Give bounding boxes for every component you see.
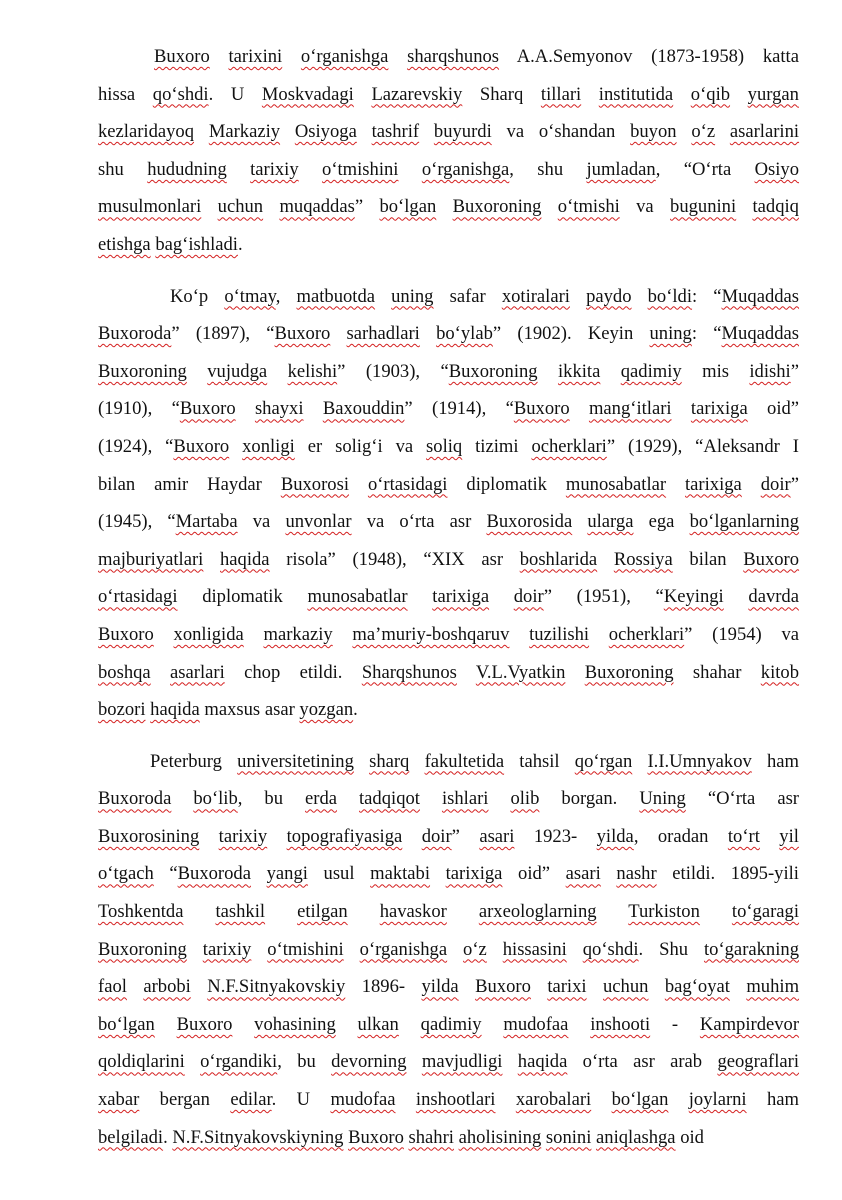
spellcheck-flagged-word[interactable]: sharqshunos	[407, 46, 500, 67]
spellcheck-flagged-word[interactable]: bugunini	[670, 196, 737, 218]
spellcheck-flagged-word[interactable]: topografiyasiga	[286, 825, 403, 847]
text-line: (1910), “Buxoro shayxi Baxouddin” (1914), “Buxoro mang‘itlari tarixiga oid”	[98, 398, 800, 420]
spellcheck-flagged-word[interactable]: Buxorosida	[486, 511, 573, 533]
spellcheck-flagged-word[interactable]: haqida	[517, 1051, 568, 1073]
spellcheck-flagged-word[interactable]: I.I.Umnyakov	[647, 750, 752, 772]
spellcheck-flagged-word[interactable]: Keyingi	[663, 586, 724, 608]
spellcheck-flagged-word[interactable]: doir	[513, 586, 544, 608]
spellcheck-flagged-word[interactable]: qo‘shdi	[582, 938, 639, 960]
spellcheck-flagged-word[interactable]: Uning	[639, 788, 686, 810]
text-line: o‘tgach “Buxoroda yangi usul maktabi tarixiga oid” asari nashr etildi. 1895-yili	[98, 863, 799, 885]
spellcheck-flagged-word[interactable]: edilar	[230, 1089, 272, 1111]
spellcheck-flagged-word[interactable]: ulkan	[357, 1013, 399, 1035]
spellcheck-flagged-word[interactable]: yilda	[596, 825, 634, 847]
spellcheck-flagged-word[interactable]: Buxoroda	[98, 323, 172, 345]
spellcheck-flagged-word[interactable]: doir	[421, 825, 452, 847]
text-line: Buxoroning tarixiy o‘tmishini o‘rganishga o‘z hissasini qo‘shdi. Shu to‘garakning	[98, 938, 799, 960]
spellcheck-flagged-word[interactable]: bo‘lib	[193, 788, 238, 810]
spellcheck-flagged-word[interactable]: majburiyatlari	[98, 548, 204, 570]
spellcheck-flagged-word[interactable]: tarixiy	[218, 825, 268, 847]
spellcheck-flagged-word[interactable]: o‘tgach	[98, 863, 154, 885]
document-page	[98, 38, 799, 1156]
spellcheck-flagged-word[interactable]: o‘rgandiki	[200, 1051, 278, 1073]
spellcheck-flagged-word[interactable]: erda	[305, 788, 338, 810]
spellcheck-flagged-word[interactable]: mudofaa	[330, 1089, 396, 1111]
spellcheck-flagged-word[interactable]: yangi	[266, 863, 308, 885]
spellcheck-flagged-word[interactable]: asari	[565, 863, 601, 885]
text-line: Ko‘p o‘tmay, matbuotda uning safar xotiralari paydo bo‘ldi: “Muqaddas	[170, 285, 800, 307]
spellcheck-flagged-word[interactable]: o‘qib	[690, 83, 731, 105]
text-line: Buxoro tarixini o‘rganishga sharqshunos A.A.Semyonov (1873-1958) katta	[154, 46, 799, 67]
spellcheck-flagged-word[interactable]: aholisining	[458, 1126, 542, 1148]
spellcheck-flagged-word[interactable]: bo‘lgan	[98, 1013, 155, 1035]
spellcheck-flagged-word[interactable]: o‘rganishga	[359, 938, 448, 960]
text-line: bozori haqida maxsus asar yozgan.	[98, 699, 358, 721]
spellcheck-flagged-word[interactable]: o‘rganishga	[300, 46, 389, 67]
spellcheck-flagged-word[interactable]: shayxi	[254, 398, 304, 420]
spellcheck-flagged-word[interactable]: vujudga	[207, 360, 268, 382]
spellcheck-flagged-word[interactable]: bo‘lganlarning	[689, 511, 800, 533]
spellcheck-flagged-word[interactable]: soliq	[426, 435, 463, 457]
spellcheck-flagged-word[interactable]: o‘tmishini	[267, 938, 344, 960]
text-line: Buxoroning vujudga kelishi” (1903), “Buxoroning ikkita qadimiy mis idishi”	[98, 360, 799, 382]
spellcheck-flagged-word[interactable]: ikkita	[557, 360, 601, 382]
spellcheck-flagged-word[interactable]: ocherklari	[531, 435, 607, 457]
spellcheck-flagged-word[interactable]: Lazarevskiy	[371, 83, 463, 105]
paragraph	[98, 278, 799, 729]
spellcheck-flagged-word[interactable]: uchun	[217, 196, 264, 218]
spellcheck-flagged-word[interactable]: ma’muriy-boshqaruv	[352, 623, 510, 645]
spellcheck-flagged-word[interactable]: uning	[391, 285, 434, 307]
spellcheck-flagged-word[interactable]: Buxoroda	[177, 863, 251, 885]
spellcheck-flagged-word[interactable]: xotiralari	[501, 285, 570, 307]
spellcheck-flagged-word[interactable]: munosabatlar	[307, 586, 408, 608]
spellcheck-flagged-word[interactable]: geograflari	[717, 1051, 799, 1073]
spellcheck-flagged-word[interactable]: Sharqshunos	[361, 661, 457, 683]
spellcheck-flagged-word[interactable]: Moskvadagi	[261, 83, 354, 105]
spellcheck-flagged-word[interactable]: jumladan	[586, 158, 656, 180]
spellcheck-flagged-word[interactable]: tarixiga	[432, 586, 490, 608]
spellcheck-flagged-word[interactable]: bo‘ylab	[436, 323, 493, 345]
spellcheck-flagged-word[interactable]: Buxoro	[154, 46, 210, 67]
spellcheck-flagged-word[interactable]: Kampirdevor	[699, 1013, 800, 1035]
spellcheck-flagged-word[interactable]: haqida	[220, 548, 270, 570]
spellcheck-flagged-word[interactable]: tarixi	[547, 976, 587, 998]
spellcheck-flagged-word[interactable]: nashr	[616, 863, 657, 885]
spellcheck-flagged-word[interactable]: tashkil	[215, 901, 266, 923]
text-line: musulmonlari uchun muqaddas” bo‘lgan Buxoroning o‘tmishi va bugunini tadqiq	[98, 196, 799, 218]
spellcheck-flagged-word[interactable]: asarlari	[170, 661, 225, 683]
spellcheck-flagged-word[interactable]: Muqaddas	[721, 323, 799, 345]
spellcheck-flagged-word[interactable]: to‘rt	[727, 825, 760, 847]
spellcheck-flagged-word[interactable]: belgiladi	[98, 1126, 164, 1148]
spellcheck-flagged-word[interactable]: etilgan	[297, 901, 348, 923]
spellcheck-flagged-word[interactable]: haqida	[150, 699, 200, 721]
spellcheck-flagged-word[interactable]: uning	[649, 323, 692, 345]
spellcheck-flagged-word[interactable]: buyurdi	[433, 121, 492, 143]
text-line: qoldiqlarini o‘rgandiki, bu devorning mavjudligi haqida o‘rta asr arab geograflari	[98, 1051, 799, 1073]
spellcheck-flagged-word[interactable]: yil	[779, 825, 799, 847]
spellcheck-flagged-word[interactable]: muqaddas	[279, 196, 355, 218]
spellcheck-flagged-word[interactable]: maktabi	[370, 863, 431, 885]
spellcheck-flagged-word[interactable]: unvonlar	[285, 511, 352, 533]
spellcheck-flagged-word[interactable]: Buxoro	[274, 323, 331, 345]
spellcheck-flagged-word[interactable]: uchun	[602, 976, 649, 998]
spellcheck-flagged-word[interactable]: Buxorosi	[280, 473, 349, 495]
spellcheck-flagged-word[interactable]: xonligida	[173, 623, 244, 645]
spellcheck-flagged-word[interactable]: muhim	[746, 976, 800, 998]
spellcheck-flagged-word[interactable]: o‘rganishga	[421, 158, 510, 180]
spellcheck-flagged-word[interactable]: olib	[510, 788, 540, 810]
spellcheck-flagged-word[interactable]: Muqaddas	[721, 285, 800, 307]
spellcheck-flagged-word[interactable]: tarixini	[228, 46, 283, 67]
text-line: bo‘lgan Buxoro vohasining ulkan qadimiy mudofaa inshooti - Kampirdevor	[98, 1013, 800, 1035]
spellcheck-flagged-word[interactable]: vohasining	[254, 1013, 336, 1035]
text-line: Buxoro xonligida markaziy ma’muriy-boshqaruv tuzilishi ocherklari” (1954) va	[98, 623, 800, 645]
spellcheck-flagged-word[interactable]: davrda	[748, 586, 799, 608]
spellcheck-flagged-word[interactable]: kelishi	[287, 360, 338, 382]
spellcheck-flagged-word[interactable]: tarixiy	[202, 938, 252, 960]
text-line: boshqa asarlari chop etildi. Sharqshunos V.L.Vyatkin Buxoroning shahar kitob	[98, 661, 800, 683]
spellcheck-flagged-word[interactable]: Buxoro	[475, 976, 531, 998]
spellcheck-flagged-word[interactable]: kitob	[760, 661, 800, 683]
spellcheck-flagged-word[interactable]: ocherklari	[608, 623, 685, 645]
text-line: Peterburg universitetining sharq fakultetida tahsil qo‘rgan I.I.Umnyakov ham	[150, 750, 800, 772]
spellcheck-flagged-word[interactable]: xonligi	[242, 435, 295, 457]
spellcheck-flagged-word[interactable]: Buxoro	[513, 398, 570, 420]
spellcheck-flagged-word[interactable]: Buxoro	[743, 548, 800, 570]
spellcheck-flagged-word[interactable]: tuzilishi	[529, 623, 590, 645]
text-line: (1945), “Martaba va unvonlar va o‘rta asr Buxorosida ularga ega bo‘lganlarning	[98, 511, 800, 533]
text-line: shu hududning tarixiy o‘tmishini o‘rganishga, shu jumladan, “O‘rta Osiyo	[98, 158, 799, 180]
spellcheck-flagged-word[interactable]: tashrif	[371, 121, 420, 143]
spellcheck-flagged-word[interactable]: to‘garagi	[731, 901, 800, 923]
spellcheck-flagged-word[interactable]: paydo	[586, 285, 632, 307]
spellcheck-flagged-word[interactable]: hissasini	[502, 938, 567, 960]
spellcheck-flagged-word[interactable]: sarhadlari	[346, 323, 420, 345]
spellcheck-flagged-word[interactable]: shahri	[408, 1126, 454, 1148]
paragraph	[98, 743, 799, 1157]
spellcheck-flagged-word[interactable]: o‘rtasidagi	[98, 586, 178, 608]
spellcheck-flagged-word[interactable]: markaziy	[263, 623, 333, 645]
spellcheck-flagged-word[interactable]: qadimiy	[420, 1013, 482, 1035]
spellcheck-flagged-word[interactable]: Buxoroning	[452, 196, 542, 218]
spellcheck-flagged-word[interactable]: arxeologlarning	[478, 901, 597, 923]
spellcheck-flagged-word[interactable]: musulmonlari	[98, 196, 202, 218]
spellcheck-flagged-word[interactable]: tadqiqot	[359, 788, 420, 810]
spellcheck-flagged-word[interactable]: Rossiya	[613, 548, 673, 570]
spellcheck-flagged-word[interactable]: o‘z	[691, 121, 716, 143]
spellcheck-flagged-word[interactable]: inshooti	[590, 1013, 651, 1035]
spellcheck-flagged-word[interactable]: etishga	[98, 233, 151, 255]
spellcheck-flagged-word[interactable]: o‘tmishini	[322, 158, 399, 180]
spellcheck-flagged-word[interactable]: joylarni	[688, 1089, 747, 1111]
spellcheck-flagged-word[interactable]: bag‘oyat	[664, 976, 730, 998]
spellcheck-flagged-word[interactable]: N.F.Sitnyakovskiyning	[172, 1126, 344, 1148]
spellcheck-flagged-word[interactable]: bo‘lgan	[379, 196, 437, 218]
spellcheck-flagged-word[interactable]: Buxorosining	[98, 825, 200, 847]
text-line: bilan amir Haydar Buxorosi o‘rtasidagi diplomatik munosabatlar tarixiga doir”	[98, 473, 799, 495]
spellcheck-flagged-word[interactable]: yurgan	[747, 83, 799, 105]
spellcheck-flagged-word[interactable]: tadqiq	[752, 196, 799, 218]
text-line: majburiyatlari haqida risola” (1948), “XIX asr boshlarida Rossiya bilan Buxoro	[98, 548, 800, 570]
spellcheck-flagged-word[interactable]: Baxouddin	[322, 398, 405, 420]
spellcheck-flagged-word[interactable]: asari	[479, 825, 515, 847]
spellcheck-flagged-word[interactable]: qo‘shdi	[152, 83, 209, 105]
spellcheck-flagged-word[interactable]: Martaba	[175, 511, 238, 533]
spellcheck-flagged-word[interactable]: V.L.Vyatkin	[475, 661, 566, 683]
spellcheck-flagged-word[interactable]: faol	[98, 976, 127, 998]
spellcheck-flagged-word[interactable]: tillari	[540, 83, 582, 105]
spellcheck-flagged-word[interactable]: idishi	[749, 360, 791, 382]
text-line: o‘rtasidagi diplomatik munosabatlar tarixiga doir” (1951), “Keyingi davrda	[98, 586, 799, 608]
spellcheck-flagged-word[interactable]: Turkiston	[628, 901, 700, 923]
spellcheck-flagged-word[interactable]: tarixiga	[690, 398, 748, 420]
spellcheck-flagged-word[interactable]: Buxoro	[173, 435, 230, 457]
spellcheck-flagged-word[interactable]: ishlari	[441, 788, 489, 810]
text-line: etishga bag‘ishladi.	[98, 233, 243, 255]
text-line: belgiladi. N.F.Sitnyakovskiyning Buxoro shahri aholisining sonini aniqlashga oid	[98, 1126, 704, 1148]
spellcheck-flagged-word[interactable]: qadimiy	[620, 360, 682, 382]
text-line: Buxoroda” (1897), “Buxoro sarhadlari bo‘ylab” (1902). Keyin uning: “Muqaddas	[98, 323, 799, 345]
spellcheck-flagged-word[interactable]: Osiyo	[754, 158, 799, 180]
spellcheck-flagged-word[interactable]: institutida	[598, 83, 674, 105]
spellcheck-flagged-word[interactable]: yozgan	[299, 699, 354, 721]
spellcheck-flagged-word[interactable]: inshootlari	[415, 1089, 496, 1111]
spellcheck-flagged-word[interactable]: o‘rtasidagi	[367, 473, 448, 495]
spellcheck-flagged-word[interactable]: bo‘lgan	[611, 1089, 669, 1111]
spellcheck-flagged-word[interactable]: boshlarida	[519, 548, 598, 570]
text-line: xabar bergan edilar. U mudofaa inshootlari xarobalari bo‘lgan joylarni ham	[98, 1089, 799, 1111]
spellcheck-flagged-word[interactable]: ularga	[587, 511, 634, 533]
spellcheck-flagged-word[interactable]: Buxoroning	[448, 360, 538, 382]
text-line: Buxoroda bo‘lib, bu erda tadqiqot ishlari olib borgan. Uning “O‘rta asr	[98, 788, 799, 810]
spellcheck-flagged-word[interactable]: sonini	[545, 1126, 592, 1148]
spellcheck-flagged-word[interactable]: Buxoroning	[98, 360, 187, 382]
spellcheck-flagged-word[interactable]: bozori	[98, 699, 146, 721]
spellcheck-flagged-word[interactable]: Buxoro	[98, 623, 154, 645]
text-line: kezlaridayoq Markaziy Osiyoga tashrif buyurdi va o‘shandan buyon o‘z asarlarini	[98, 121, 800, 143]
spellcheck-flagged-word[interactable]: yilda	[421, 976, 459, 998]
spellcheck-flagged-word[interactable]: qoldiqlarini	[98, 1051, 185, 1073]
spellcheck-flagged-word[interactable]: matbuotda	[296, 285, 376, 307]
spellcheck-flagged-word[interactable]: Toshkentda	[98, 901, 184, 923]
spellcheck-flagged-word[interactable]: fakultetida	[424, 750, 505, 772]
spellcheck-flagged-word[interactable]: Buxoro	[176, 1013, 233, 1035]
spellcheck-flagged-word[interactable]: bag‘ishladi	[155, 233, 238, 255]
spellcheck-flagged-word[interactable]: asarlarini	[729, 121, 800, 143]
spellcheck-flagged-word[interactable]: Buxoro	[179, 398, 236, 420]
text-line: (1924), “Buxoro xonligi er solig‘i va soliq tizimi ocherklari” (1929), “Aleksandr I	[98, 435, 799, 457]
spellcheck-flagged-word[interactable]: o‘tmay	[224, 285, 276, 307]
spellcheck-flagged-word[interactable]: Buxoroning	[98, 938, 187, 960]
spellcheck-flagged-word[interactable]: tarixiga	[445, 863, 503, 885]
spellcheck-flagged-word[interactable]: tarixiy	[250, 158, 299, 180]
spellcheck-flagged-word[interactable]: mudofaa	[503, 1013, 569, 1035]
text-line	[98, 893, 799, 931]
spellcheck-flagged-word[interactable]: kezlaridayoq	[98, 121, 195, 143]
spellcheck-flagged-word[interactable]: universitetining	[237, 750, 354, 772]
spellcheck-flagged-word[interactable]: N.F.Sitnyakovskiy	[207, 976, 346, 998]
spellcheck-flagged-word[interactable]: xarobalari	[515, 1089, 592, 1111]
spellcheck-flagged-word[interactable]: Markaziy	[208, 121, 281, 143]
spellcheck-flagged-word[interactable]: Buxoro	[348, 1126, 404, 1148]
spellcheck-flagged-word[interactable]: mang‘itlari	[588, 398, 672, 420]
spellcheck-flagged-word[interactable]: to‘garakning	[703, 938, 799, 960]
spellcheck-flagged-word[interactable]: arbobi	[143, 976, 191, 998]
text-line: Buxorosining tarixiy topografiyasiga doir” asari 1923- yilda, oradan to‘rt yil	[98, 825, 799, 847]
spellcheck-flagged-word[interactable]: aniqlashga	[596, 1126, 676, 1148]
spellcheck-flagged-word[interactable]: qo‘rgan	[574, 750, 633, 772]
spellcheck-flagged-word[interactable]: tarixiga	[685, 473, 742, 495]
spellcheck-flagged-word[interactable]: munosabatlar	[565, 473, 667, 495]
spellcheck-flagged-word[interactable]: Osiyoga	[294, 121, 357, 143]
text-line: hissa qo‘shdi. U Moskvadagi Lazarevskiy Sharq tillari institutida o‘qib yurgan	[98, 83, 799, 105]
spellcheck-flagged-word[interactable]: bo‘ldi	[647, 285, 693, 307]
spellcheck-flagged-word[interactable]: o‘z	[463, 938, 487, 960]
text-line: faol arbobi N.F.Sitnyakovskiy 1896- yilda Buxoro tarixi uchun bag‘oyat muhim	[98, 976, 800, 998]
spellcheck-flagged-word[interactable]: boshqa	[98, 661, 151, 683]
spellcheck-flagged-word[interactable]: buyon	[630, 121, 677, 143]
paragraph	[98, 38, 799, 264]
spellcheck-flagged-word[interactable]: mavjudligi	[421, 1051, 503, 1073]
spellcheck-flagged-word[interactable]: Buxoroning	[584, 661, 674, 683]
spellcheck-flagged-word[interactable]: devorning	[331, 1051, 407, 1073]
spellcheck-flagged-word[interactable]: xabar	[98, 1089, 140, 1111]
spellcheck-flagged-word[interactable]: doir	[760, 473, 791, 495]
spellcheck-flagged-word[interactable]: Buxoroda	[98, 788, 172, 810]
spellcheck-flagged-word[interactable]: havaskor	[379, 901, 447, 923]
spellcheck-flagged-word[interactable]: o‘tmishi	[557, 196, 620, 218]
spellcheck-flagged-word[interactable]: hududning	[147, 158, 227, 180]
spellcheck-flagged-word[interactable]: sharq	[369, 750, 410, 772]
